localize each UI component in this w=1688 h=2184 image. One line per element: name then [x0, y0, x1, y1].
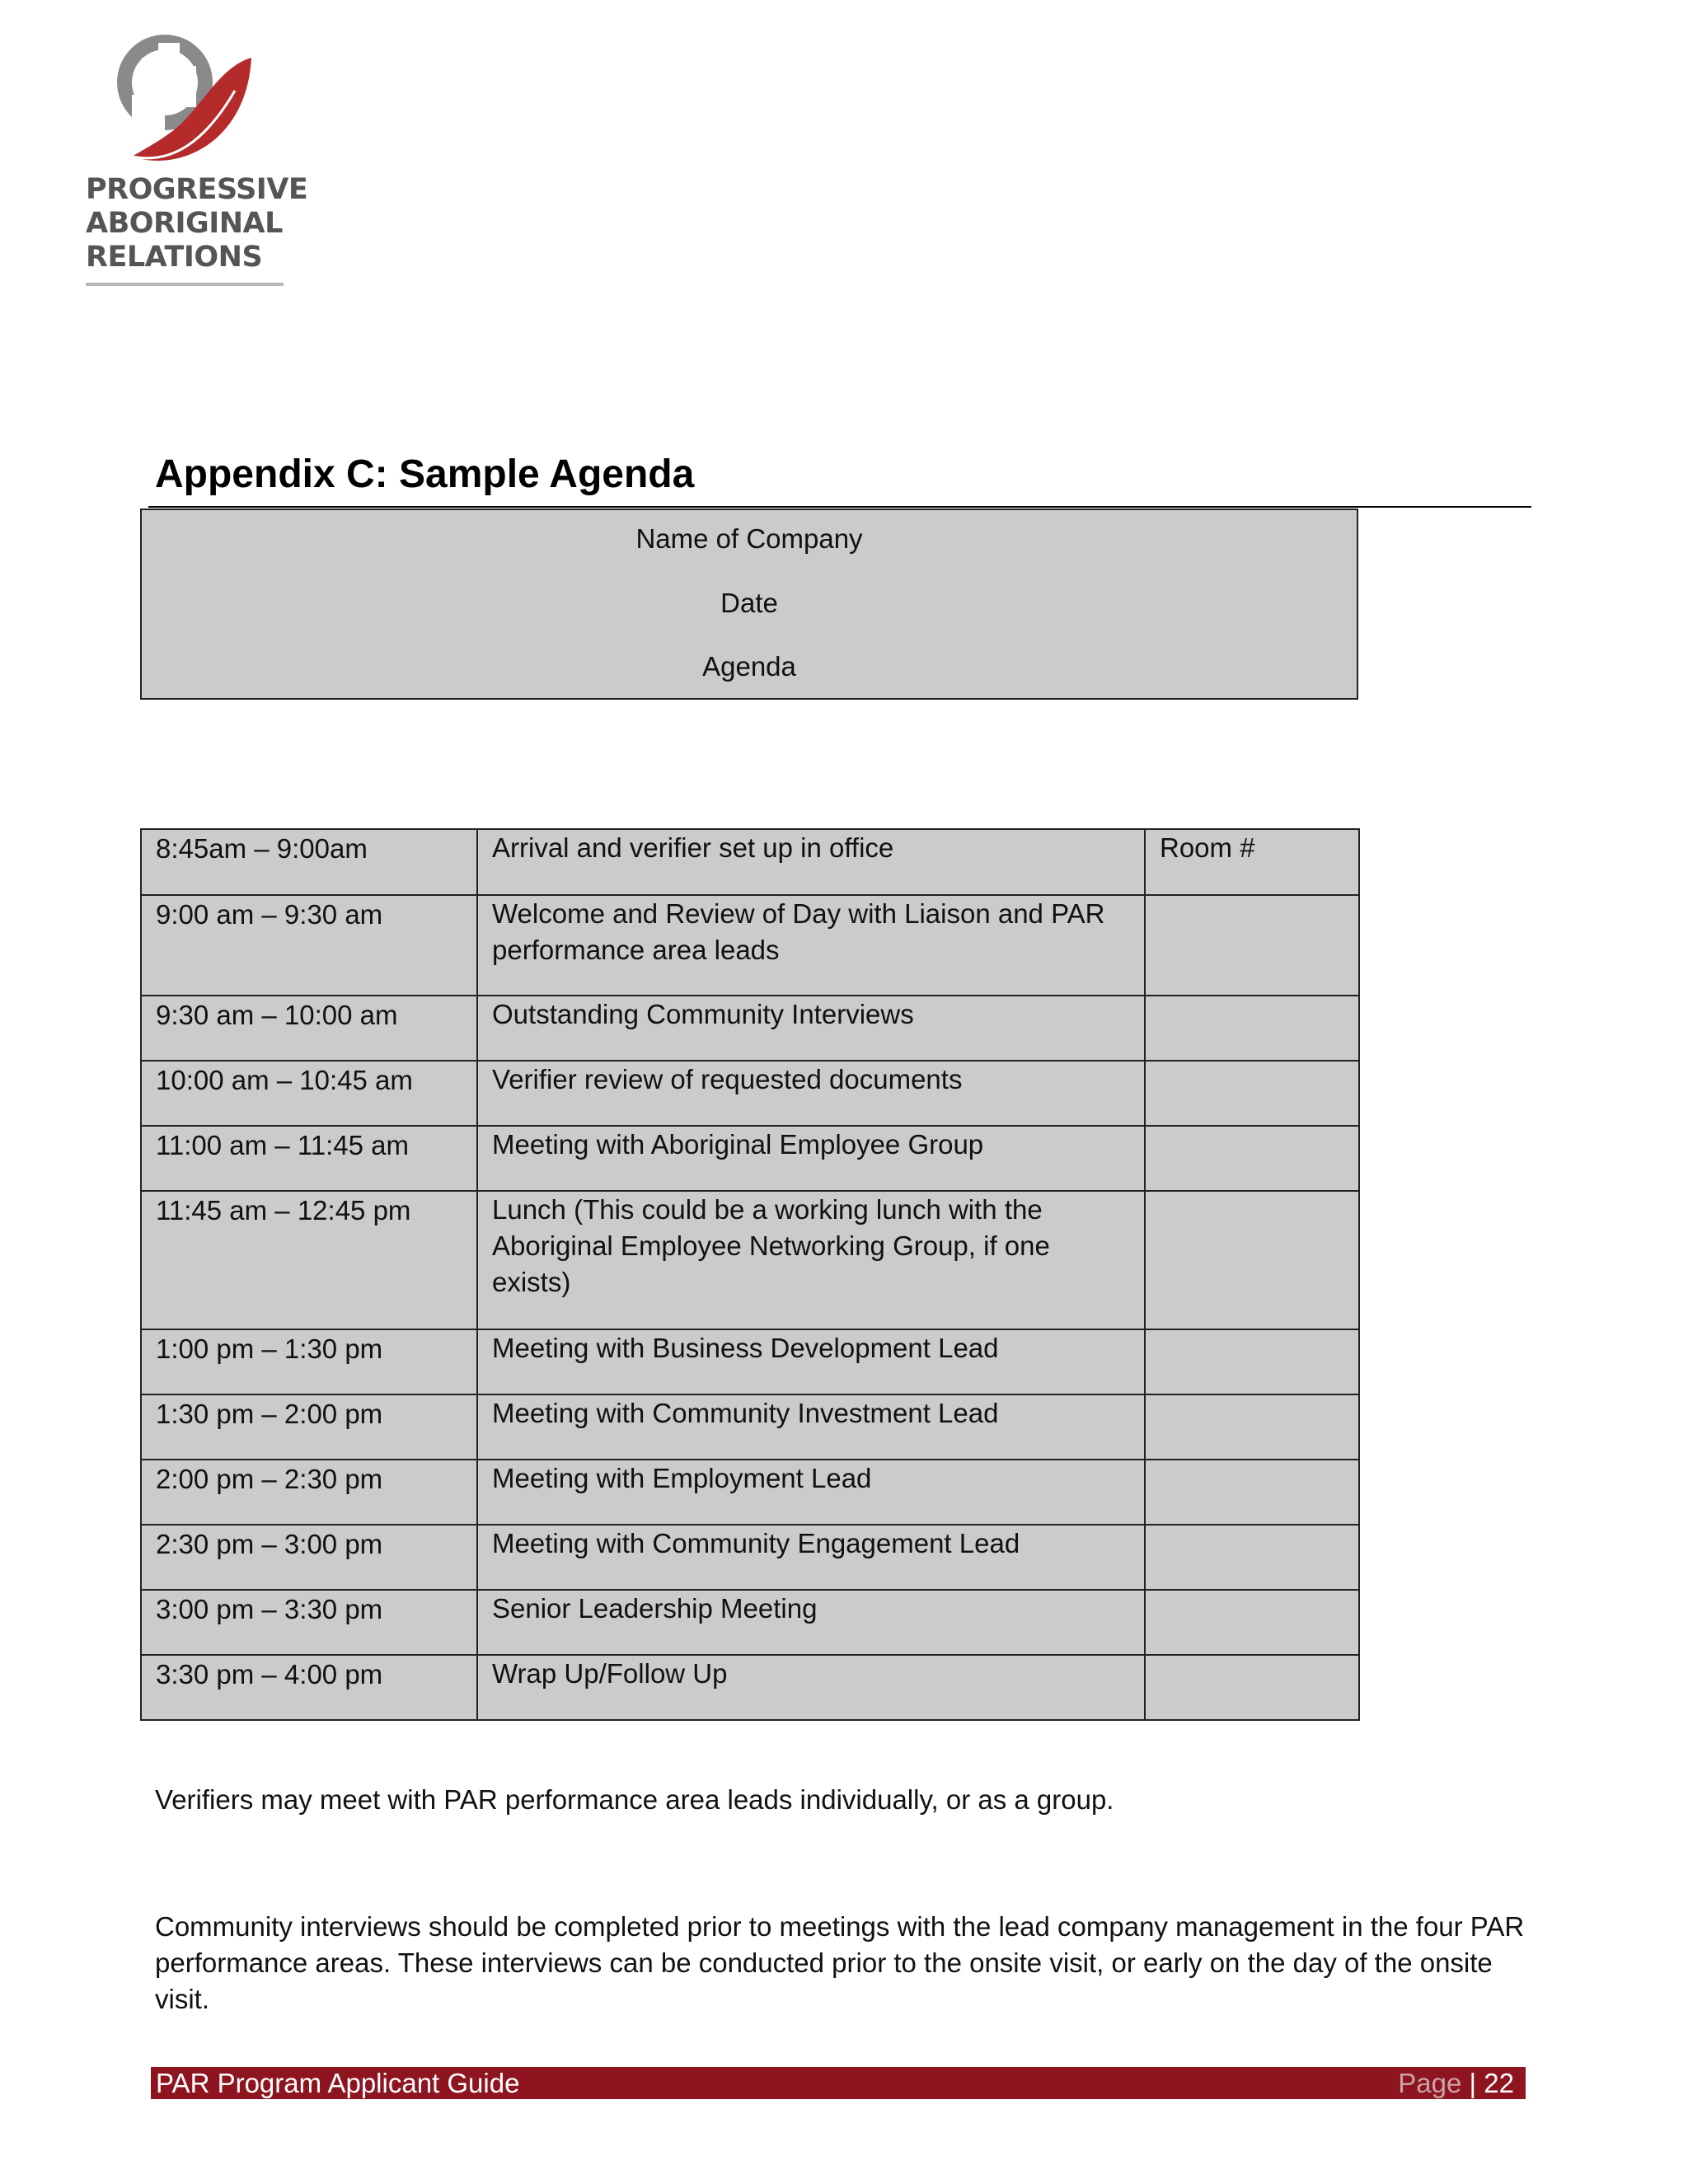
agenda-room-cell	[1145, 1394, 1359, 1460]
agenda-row	[141, 1061, 1359, 1126]
agenda-row	[141, 1525, 1359, 1590]
agenda-date: Date	[720, 588, 778, 618]
footer-title: PAR Program Applicant Guide	[156, 2068, 520, 2098]
agenda-row	[141, 1655, 1359, 1720]
note-paragraph: Verifiers may meet with PAR performance area leads individually, or as a group.	[155, 1784, 1114, 1815]
agenda-room-cell	[1145, 1126, 1359, 1191]
agenda-room-cell	[1145, 1191, 1359, 1329]
agenda-room-cell	[1145, 1525, 1359, 1590]
logo-line: ABORIGINAL	[86, 207, 283, 240]
logo-wordmark	[86, 173, 307, 274]
agenda-time-cell: 10:00 am – 10:45 am	[141, 1061, 477, 1126]
agenda-row	[141, 895, 1359, 996]
agenda-activity-cell: Meeting with Aboriginal Employee Group	[477, 1126, 1145, 1191]
agenda-time-cell: 8:45am – 9:00am	[141, 829, 477, 895]
footer-page-label: Page	[1398, 2068, 1462, 2098]
agenda-time-cell: 2:00 pm – 2:30 pm	[141, 1460, 477, 1525]
agenda-row	[141, 1126, 1359, 1191]
agenda-time-cell: 3:30 pm – 4:00 pm	[141, 1655, 477, 1720]
agenda-time-cell: 3:00 pm – 3:30 pm	[141, 1590, 477, 1655]
agenda-activity-cell: Verifier review of requested documents	[477, 1061, 1145, 1126]
agenda-room-cell	[1145, 1655, 1359, 1720]
agenda-activity-cell: Meeting with Employment Lead	[477, 1460, 1145, 1525]
agenda-table-body	[141, 829, 1359, 1720]
logo-line: PROGRESSIVE	[86, 173, 308, 206]
agenda-header-box	[140, 509, 1358, 700]
agenda-row	[141, 996, 1359, 1061]
footer-separator: |	[1469, 2068, 1477, 2098]
agenda-activity-cell: Meeting with Community Investment Lead	[477, 1394, 1145, 1460]
agenda-activity-cell: Meeting with Business Development Lead	[477, 1329, 1145, 1394]
agenda-row	[141, 1191, 1359, 1329]
agenda-table	[140, 828, 1360, 1721]
logo-line: RELATIONS	[86, 241, 263, 274]
agenda-row	[141, 829, 1359, 895]
agenda-time-cell: 1:30 pm – 2:00 pm	[141, 1394, 477, 1460]
agenda-room-cell	[1145, 895, 1359, 996]
agenda-time-cell: 11:00 am – 11:45 am	[141, 1126, 477, 1191]
agenda-row	[141, 1590, 1359, 1655]
agenda-time-cell: 1:00 pm – 1:30 pm	[141, 1329, 477, 1394]
agenda-room-cell	[1145, 1590, 1359, 1655]
heading-divider	[148, 506, 1531, 508]
agenda-label: Agenda	[702, 651, 796, 682]
agenda-activity-cell: Meeting with Community Engagement Lead	[477, 1525, 1145, 1590]
company-name: Name of Company	[635, 523, 863, 554]
agenda-row	[141, 1460, 1359, 1525]
agenda-activity-cell: Lunch (This could be a working lunch with the Aboriginal Employee Networking Group, if one exists)	[477, 1191, 1145, 1329]
note-paragraph: Community interviews should be completed prior to meetings with the lead company management in the four PAR performance areas. These interviews can be conducted prior to the onsite visit, or early on the day of the onsite visit.	[155, 1911, 1525, 2014]
agenda-activity-cell: Wrap Up/Follow Up	[477, 1655, 1145, 1720]
logo-divider	[86, 283, 284, 286]
agenda-row	[141, 1329, 1359, 1394]
agenda-room-cell: Room #	[1145, 829, 1359, 895]
agenda-activity-cell: Arrival and verifier set up in office	[477, 829, 1145, 895]
page-title: Appendix C: Sample Agenda	[155, 452, 695, 496]
agenda-time-cell: 9:00 am – 9:30 am	[141, 895, 477, 996]
agenda-room-cell	[1145, 996, 1359, 1061]
agenda-time-cell: 9:30 am – 10:00 am	[141, 996, 477, 1061]
agenda-time-cell: 11:45 am – 12:45 pm	[141, 1191, 477, 1329]
agenda-room-cell	[1145, 1460, 1359, 1525]
agenda-row	[141, 1394, 1359, 1460]
footer-page-number	[1398, 2067, 1514, 2099]
agenda-room-cell	[1145, 1329, 1359, 1394]
agenda-time-cell: 2:30 pm – 3:00 pm	[141, 1525, 477, 1590]
footer-page-value: 22	[1484, 2068, 1514, 2098]
agenda-room-cell	[1145, 1061, 1359, 1126]
agenda-activity-cell: Senior Leadership Meeting	[477, 1590, 1145, 1655]
page-footer	[151, 2067, 1526, 2099]
agenda-activity-cell: Outstanding Community Interviews	[477, 996, 1145, 1061]
agenda-activity-cell: Welcome and Review of Day with Liaison and PAR performance area leads	[477, 895, 1145, 996]
